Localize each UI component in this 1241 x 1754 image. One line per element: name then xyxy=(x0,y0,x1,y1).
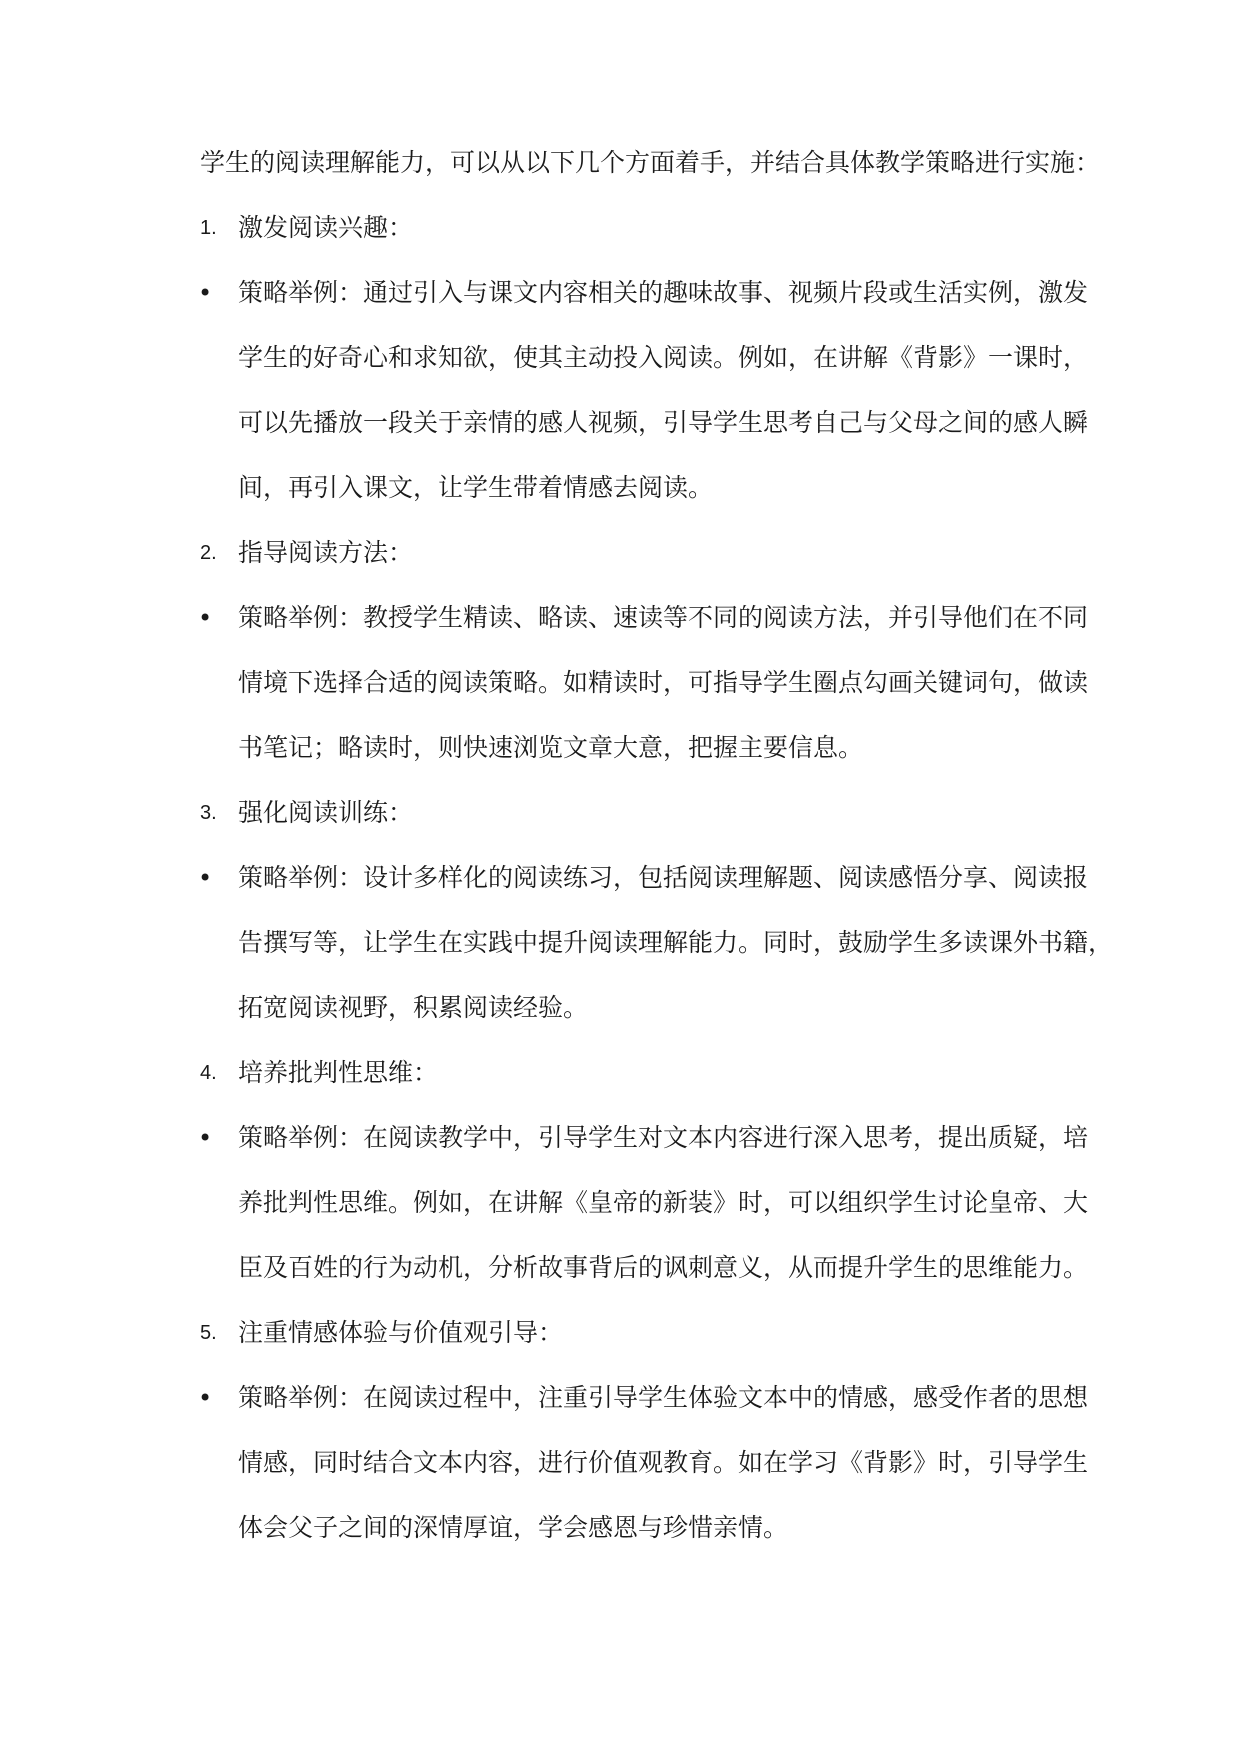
section-4-bullet: • xyxy=(198,1124,213,1152)
section-3-number: 3. xyxy=(200,802,217,824)
section-1-bullet: • xyxy=(198,279,213,307)
section-5-line-2: 情感，同时结合文本内容，进行价值观教育。如在学习《背影》时，引导学生 xyxy=(238,1448,1089,1477)
section-4-line-3: 臣及百姓的行为动机，分析故事背后的讽刺意义，从而提升学生的思维能力。 xyxy=(238,1253,1089,1282)
section-2-number: 2. xyxy=(200,542,217,564)
intro-paragraph: 学生的阅读理解能力，可以从以下几个方面着手，并结合具体教学策略进行实施： xyxy=(200,148,1101,177)
section-1-line-1: 策略举例：通过引入与课文内容相关的趣味故事、视频片段或生活实例，激发 xyxy=(238,278,1089,307)
section-2-line-2: 情境下选择合适的阅读策略。如精读时，可指导学生圈点勾画关键词句，做读 xyxy=(238,668,1089,697)
section-3-line-1: 策略举例：设计多样化的阅读练习，包括阅读理解题、阅读感悟分享、阅读报 xyxy=(238,863,1089,892)
section-3-line-2: 告撰写等，让学生在实践中提升阅读理解能力。同时，鼓励学生多读课外书籍， xyxy=(238,928,1114,957)
section-2-heading: 指导阅读方法： xyxy=(238,538,414,567)
section-1-line-2: 学生的好奇心和求知欲，使其主动投入阅读。例如，在讲解《背影》一课时， xyxy=(238,343,1089,372)
section-4-heading: 培养批判性思维： xyxy=(238,1058,439,1087)
section-1-line-3: 可以先播放一段关于亲情的感人视频，引导学生思考自己与父母之间的感人瞬 xyxy=(238,408,1089,437)
section-5-line-3: 体会父子之间的深情厚谊，学会感恩与珍惜亲情。 xyxy=(238,1513,789,1542)
section-3-heading: 强化阅读训练： xyxy=(238,798,414,827)
section-3-line-3: 拓宽阅读视野，积累阅读经验。 xyxy=(238,993,589,1022)
section-3-bullet: • xyxy=(198,864,213,892)
section-5-bullet: • xyxy=(198,1384,213,1412)
section-2-line-1: 策略举例：教授学生精读、略读、速读等不同的阅读方法，并引导他们在不同 xyxy=(238,603,1089,632)
section-5-number: 5. xyxy=(200,1322,217,1344)
section-1-number: 1. xyxy=(200,217,217,239)
section-4-number: 4. xyxy=(200,1062,217,1084)
section-4-line-1: 策略举例：在阅读教学中，引导学生对文本内容进行深入思考，提出质疑，培 xyxy=(238,1123,1089,1152)
section-5-heading: 注重情感体验与价值观引导： xyxy=(238,1318,564,1347)
section-1-heading: 激发阅读兴趣： xyxy=(238,213,414,242)
section-5-line-1: 策略举例：在阅读过程中，注重引导学生体验文本中的情感，感受作者的思想 xyxy=(238,1383,1089,1412)
section-4-line-2: 养批判性思维。例如，在讲解《皇帝的新装》时，可以组织学生讨论皇帝、大 xyxy=(238,1188,1089,1217)
section-2-line-3: 书笔记；略读时，则快速浏览文章大意，把握主要信息。 xyxy=(238,733,864,762)
section-1-line-4: 间，再引入课文，让学生带着情感去阅读。 xyxy=(238,473,714,502)
section-2-bullet: • xyxy=(198,604,213,632)
